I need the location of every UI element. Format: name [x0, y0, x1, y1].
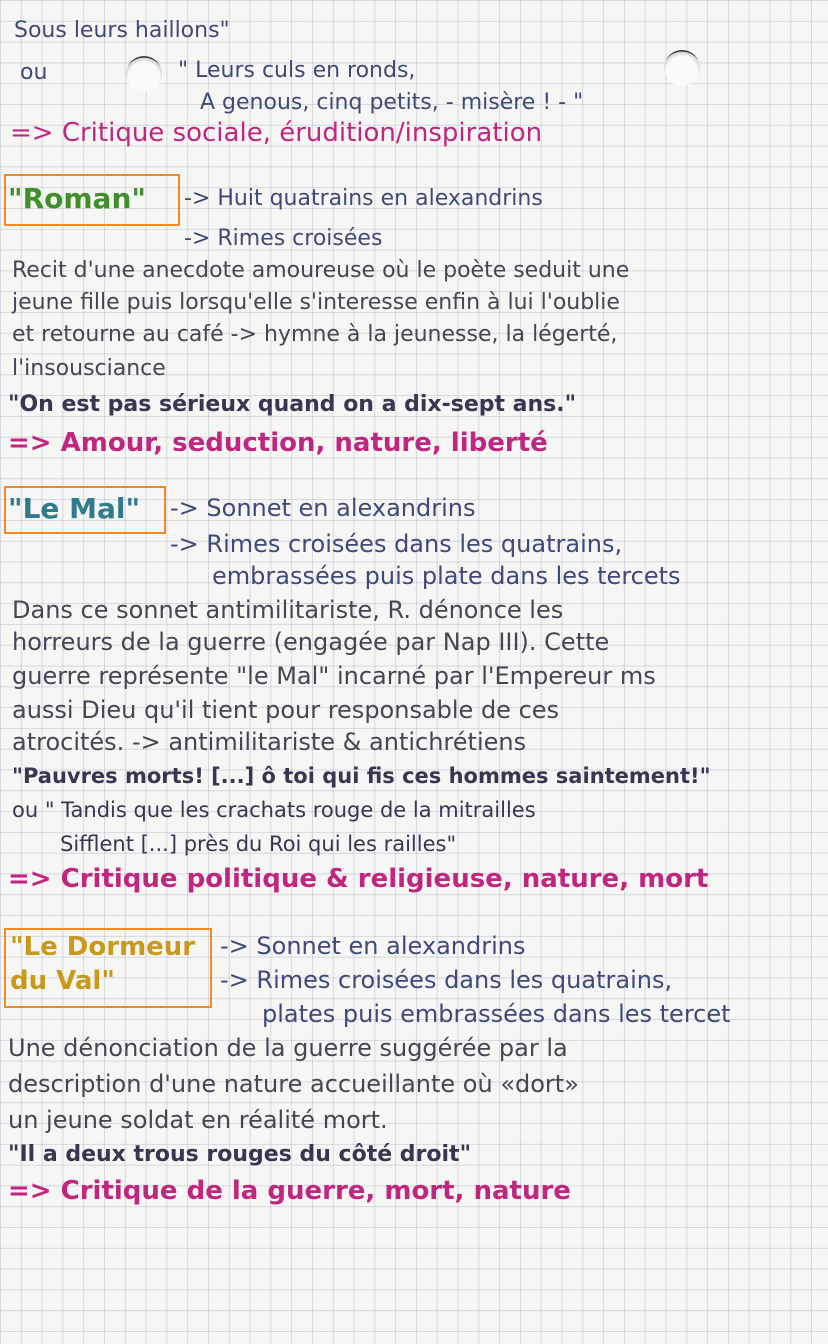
text-line: " Leurs culs en ronds,	[178, 58, 416, 83]
form-line: plates puis embrassées dans les tercet	[262, 1000, 731, 1028]
poem-title: du Val"	[10, 966, 115, 996]
summary-line: aussi Dieu qu'il tient pour responsable de ces	[12, 696, 560, 724]
summary-line: l'insousciance	[12, 356, 166, 381]
quote-line: "Pauvres morts! [...] ô toi qui fis ces hommes saintement!"	[12, 764, 711, 788]
form-line: -> Huit quatrains en alexandrins	[184, 186, 543, 211]
form-line: -> Rimes croisées dans les quatrains,	[220, 966, 673, 994]
summary-line: jeune fille puis lorsqu'elle s'interesse enfin à lui l'oublie	[12, 290, 620, 315]
quote-line: "On est pas sérieux quand on a dix-sept ans."	[8, 392, 577, 417]
summary-line: Recit d'une anecdote amoureuse où le poète seduit une	[12, 258, 630, 283]
themes-line: => Amour, seduction, nature, liberté	[8, 428, 548, 458]
poem-title: "Le Dormeur	[10, 932, 196, 962]
themes-line: => Critique de la guerre, mort, nature	[8, 1176, 571, 1206]
form-line: -> Sonnet en alexandrins	[170, 494, 476, 522]
summary-line: description d'une nature accueillante où «dort»	[8, 1070, 579, 1098]
form-line: -> Sonnet en alexandrins	[220, 932, 526, 960]
quote-line: ou " Tandis que les crachats rouge de la mitrailles	[12, 798, 536, 822]
quote-line: "Il a deux trous rouges du côté droit"	[8, 1142, 472, 1167]
summary-line: un jeune soldat en réalité mort.	[8, 1106, 388, 1134]
form-line: embrassées puis plate dans les tercets	[212, 562, 681, 590]
summary-line: atrocités. -> antimilitariste & antichrétiens	[12, 728, 527, 756]
form-line: -> Rimes croisées dans les quatrains,	[170, 530, 623, 558]
form-line: -> Rimes croisées	[184, 226, 383, 251]
themes-line: => Critique sociale, érudition/inspiration	[10, 118, 543, 148]
binder-hole-right	[664, 50, 700, 86]
text-line: A genous, cinq petits, - misère ! - "	[200, 90, 584, 115]
summary-line: horreurs de la guerre (engagée par Nap III). Cette	[12, 628, 610, 656]
text-line: ou	[20, 60, 48, 85]
poem-title: "Roman"	[8, 182, 146, 215]
binder-hole-left	[126, 56, 162, 92]
text-line: Sous leurs haillons"	[14, 18, 230, 43]
summary-line: et retourne au café -> hymne à la jeunesse, la légerté,	[12, 322, 618, 347]
summary-line: Une dénonciation de la guerre suggérée par la	[8, 1034, 568, 1062]
quote-line: Sifflent [...] près du Roi qui les railles"	[60, 832, 457, 856]
themes-line: => Critique politique & religieuse, nature, mort	[8, 864, 709, 894]
poem-title: "Le Mal"	[8, 492, 141, 525]
summary-line: Dans ce sonnet antimilitariste, R. dénonce les	[12, 596, 564, 624]
summary-line: guerre représente "le Mal" incarné par l'Empereur ms	[12, 662, 656, 690]
